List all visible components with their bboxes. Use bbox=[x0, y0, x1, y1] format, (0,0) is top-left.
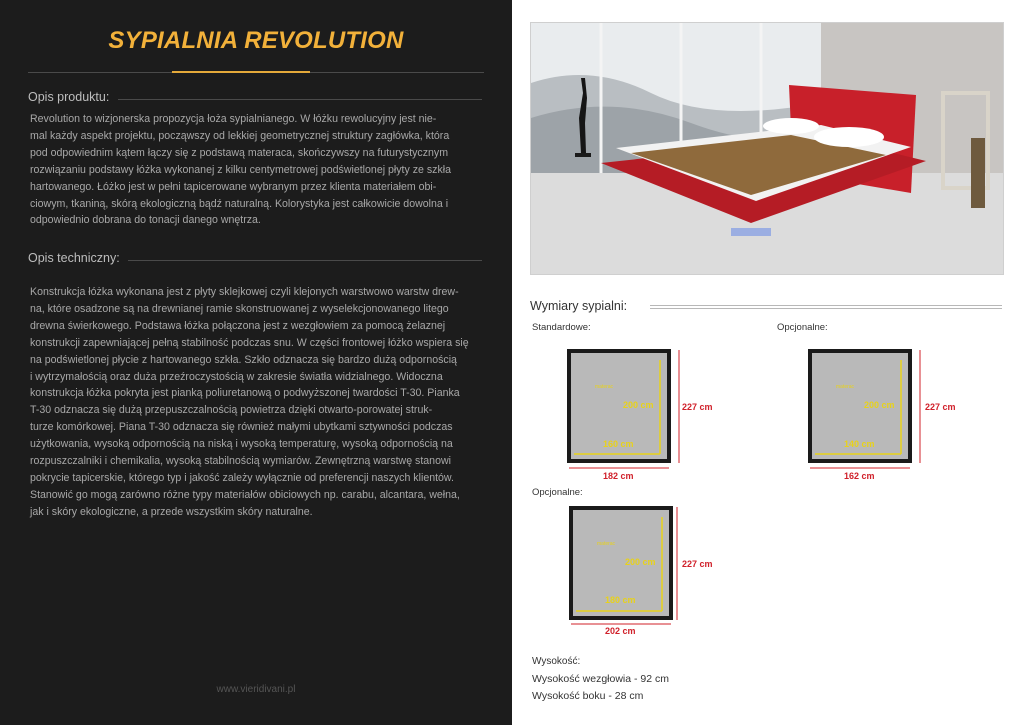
technical-line: jak i skóry ekologiczne, a przede wszystkim skóry naturalne. bbox=[30, 505, 313, 518]
technical-line: T-30 odznacza się dużą przepuszczalnością powietrza dzięki otwarto-porowatej struk- bbox=[30, 404, 433, 417]
diagram-label-optional-2: Opcjonalne: bbox=[532, 487, 583, 498]
technical-line: turze komórkowej. Piana T-30 odznacza się również małymi ubytkami sztywności podczas bbox=[30, 421, 453, 434]
technical-line: pokrycie tapicerskie, którego typ i jakość zależy wyłącznie od preferencji naszych klientów. bbox=[30, 471, 454, 484]
technical-line: na podświetlonej płycie z hartowanego szkła. Szkło odznacza się bardzo dużą odpornością bbox=[30, 353, 457, 366]
technical-text bbox=[30, 284, 482, 521]
total-width: 202 cm bbox=[605, 626, 636, 636]
description-line: mal każdy aspekt projektu, począwszy od lekkiej geometrycznej struktury zagłówka, która bbox=[30, 129, 450, 142]
description-line: rozwiązaniu podstawy łóżka wykonanej z kilku centymetrowej podświetlonej płyty ze szkła bbox=[30, 163, 451, 176]
page-title: SYPIALNIA REVOLUTION bbox=[108, 27, 404, 54]
technical-line: drewna świerkowego. Podstawa łóżka połączona jest z wezgłowiem za pomocą żelaznej bbox=[30, 319, 446, 332]
mattress-length: 200 cm bbox=[623, 400, 654, 410]
mattress-label: materac bbox=[836, 384, 855, 390]
total-width: 162 cm bbox=[844, 471, 875, 481]
mattress-label: materac bbox=[597, 541, 616, 547]
total-length: 227 cm bbox=[925, 402, 956, 412]
description-line: Revolution to wizjonerska propozycja łoża sypialnianego. W łóżku rewolucyjny jest nie- bbox=[30, 113, 437, 125]
mattress-width: 180 cm bbox=[605, 595, 636, 605]
description-line: hartowanego. Łóżko jest w pełni tapicerowane wybranym przez klienta materiałem obi- bbox=[30, 180, 437, 193]
technical-heading: Opis techniczny: bbox=[28, 251, 120, 265]
bed-illustration bbox=[531, 23, 1003, 274]
diagram-label-optional-1: Opcjonalne: bbox=[777, 322, 828, 333]
bed-diagram-standard bbox=[565, 348, 725, 488]
total-width: 182 cm bbox=[603, 471, 634, 481]
technical-line: Konstrukcja łóżka wykonana jest z płyty sklejkowej czyli klejonych warstwowo warstw drew- bbox=[30, 286, 459, 298]
technical-line: rozpuszczalniki i chemikalia, wysoką stabilnością wymiarów. Zewnętrzną warstwę stanowi bbox=[30, 455, 451, 468]
dimensions-line-bottom bbox=[650, 308, 1002, 309]
mattress-width: 160 cm bbox=[603, 439, 634, 449]
description-line: pod odpowiednim kątem łączy się z podstawą materaca, skończywszy na futurystycznym bbox=[30, 146, 449, 159]
dimensions-line-top bbox=[650, 305, 1002, 306]
bed-diagram-optional-2 bbox=[567, 505, 727, 645]
dimensions-heading: Wymiary sypialni: bbox=[530, 299, 628, 313]
technical-line: konstrukcja łóżka pokryta jest pianką poliuretanową o podwyższonej twardości T-30. Pianka bbox=[30, 387, 460, 400]
description-heading-line bbox=[118, 99, 482, 100]
headboard-height: Wysokość wezgłowia - 92 cm bbox=[532, 673, 670, 685]
technical-line: Stanowić go mogą zarówno różne typy materiałów obiciowych np. carabu, alcantara, wełna, bbox=[30, 488, 460, 501]
technical-line: użytkowania, wysoką odpornością na niską i wysoką temperaturę, wysoką odpornością na bbox=[30, 438, 453, 451]
technical-line: na, które osadzone są na drewnianej ramie skonstruowanej z wyselekcjonowanego litego bbox=[30, 302, 449, 315]
mattress-width: 140 cm bbox=[844, 439, 875, 449]
bed-diagram-optional-1 bbox=[806, 348, 971, 488]
side-height: Wysokość boku - 28 cm bbox=[532, 690, 644, 702]
total-length: 227 cm bbox=[682, 402, 713, 412]
website-url: www.vieridivani.pl bbox=[216, 684, 296, 695]
description-line: odpowiednio dobrana do tonacji danego wnętrza. bbox=[30, 214, 261, 227]
description-heading: Opis produktu: bbox=[28, 90, 110, 104]
product-photo bbox=[530, 22, 1004, 275]
heights-heading: Wysokość: bbox=[532, 656, 581, 667]
mattress-length: 200 cm bbox=[864, 400, 895, 410]
description-line: ciowym, tkaniną, skórą ekologiczną bądź naturalną. Kolorystyka jest całkowicie dowolna i bbox=[30, 197, 449, 210]
technical-line: konstrukcji zapewniającej pełną stabilność podczas snu. W części frontowej łóżko wspiera się bbox=[30, 336, 469, 349]
technical-heading-line bbox=[128, 260, 482, 261]
mattress-length: 200 cm bbox=[625, 557, 656, 567]
technical-line: i wytrzymałością oraz duża przeźroczystością w zakresie światła widzialnego. Widoczna bbox=[30, 370, 443, 383]
description-text bbox=[30, 111, 482, 229]
total-length: 227 cm bbox=[682, 559, 713, 569]
title-accent-bar bbox=[172, 71, 310, 73]
mattress-label: materac bbox=[595, 384, 614, 390]
diagram-label-standard: Standardowe: bbox=[532, 322, 591, 333]
